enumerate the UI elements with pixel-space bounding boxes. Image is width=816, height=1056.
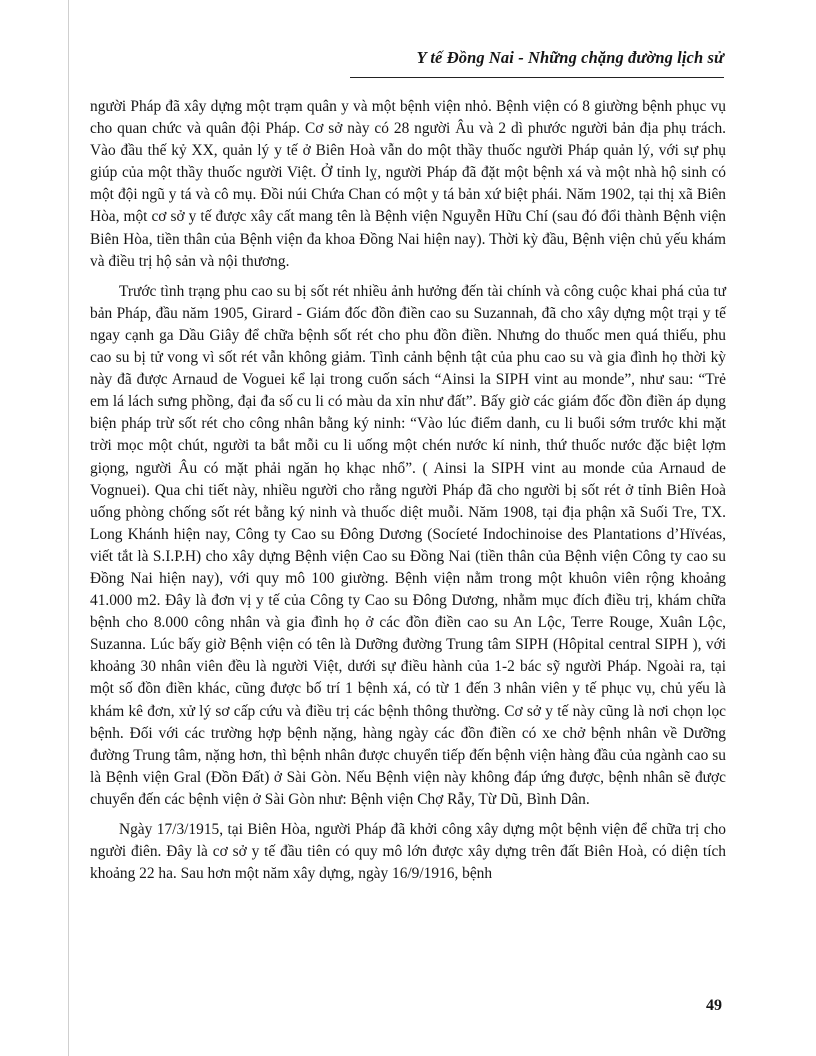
paragraph-continuation: người Pháp đã xây dựng một trạm quân y và một bệnh viện nhỏ. Bệnh viện có 8 giường bệnh phục vụ cho quan chức và quân đội Pháp. Cơ sở này có 28 người Âu và 2 dì phước người bản địa phụ trách. Vào đầu thế kỷ XX, quản lý y tế ở Biên Hoà vẫn do một thầy thuốc người Pháp quản lý, với sự phụ giúp của một thầy thuốc người Việt. Ở tỉnh lỵ, người Pháp đã đặt một bệnh xá và một nhà hộ sinh có một đội ngũ y tá và cô mụ. Đồi núi Chứa Chan có một y tá bản xứ biệt phái. Năm 1902, tại thị xã Biên Hòa, một cơ sở y tế được xây cất mang tên là Bệnh viện Nguyễn Hữu Chí (sau đó đổi thành Bệnh viện Biên Hòa, tiền thân của Bệnh viện đa khoa Đồng Nai hiện nay). Thời kỳ đầu, Bệnh viện chủ yếu khám và điều trị hộ sản và nội thương. <box>90 98 726 270</box>
paragraph-rubber-plantation-health: Trước tình trạng phu cao su bị sốt rét nhiều ảnh hưởng đến tài chính và công cuộc khai phá của tư bản Pháp, đầu năm 1905, Girard - Giám đốc đồn điền cao su Suzannah, đã cho xây dựng một trại y tế ngay cạnh ga Dầu Giây để chữa bệnh sốt rét cho phu đồn điền. Nhưng do thuốc men quá thiếu, phu cao su bị tử vong vì sốt rét vẫn không giảm. Tình cảnh bệnh tật của phu cao su và gia đình họ thời kỳ này đã được Arnaud de Voguei kể lại trong cuốn sách “Ainsi la SIPH vint au monde”, như sau: “Trẻ em lá lách sưng phồng, đại đa số cu li có màu da xỉn như đất”. Bấy giờ các giám đốc đồn điền áp dụng biện pháp trừ sốt rét cho công nhân bằng ký ninh: “Vào lúc điểm danh, cu li buổi sớm trước khi mặt trời mọc một chút, người ta bắt mỗi cu li uống một chén nước kí ninh, thứ thuốc nước đặc biệt lợm giọng, người Âu có mặt phải ngăn họ khạc nhổ”. ( Ainsi la SIPH vint au monde của Arnaud de Vognuei). Qua chi tiết này, nhiều người cho rằng người Pháp đã cho người bị sốt rét ở tỉnh Biên Hoà uống phòng chống sốt rét bằng ký ninh và thuốc diệt muỗi. Năm 1908, tại địa phận xã Suối Tre, TX. Long Khánh hiện nay, Công ty Cao su Đông Dương (Socíeté Indochinoise des Plantations d’Hïvéas, viết tắt là S.I.P.H) cho xây dựng Bệnh viện Cao su Đồng Nai (tiền thân của Bệnh viện Công ty cao su Đồng Nai hiện nay), với quy mô 100 giường. Bệnh viện nằm trong một khuôn viên rộng khoảng 41.000 m2. Đây là đơn vị y tế của Công ty Cao su Đông Dương, nhằm mục đích điều trị, khám chữa bệnh cho 8.000 công nhân và gia đình họ ở các đồn điền cao su An Lộc, Terre Rouge, Xuân Lộc, Suzanna. Lúc bấy giờ Bệnh viện có tên là Dưỡng đường Trung tâm SIPH (Hôpital central SIPH ), với khoảng 30 nhân viên đều là người Việt, dưới sự điều hành của 1-2 bác sỹ người Pháp. Ngoài ra, tại một số đồn điền khác, cũng được bố trí 1 bệnh xá, có từ 1 đến 3 nhân viên y tế phục vụ, chủ yếu là khám kê đơn, xử lý sơ cấp cứu và điều trị các bệnh thông thường. Cơ sở y tế này cũng là nơi chọn lọc bệnh. Đối với các trường hợp bệnh nặng, hàng ngày các đồn điền có xe chở bệnh nhân về Dưỡng đường Trung tâm, nặng hơn, thì bệnh nhân được chuyển tiếp đến bệnh viện hàng đầu của ngành cao su là Bệnh viện Gral (Đồn Đất) ở Sài Gòn. Nếu Bệnh viện này không đáp ứng được, bệnh nhân sẽ được chuyển đến các bệnh viện ở Sài Gòn như: Bệnh viện Chợ Rẫy, Từ Dũ, Bình Dân. <box>90 282 726 808</box>
body-text <box>90 96 726 885</box>
page-left-edge <box>68 0 69 1056</box>
running-header-title: Y tế Đồng Nai - Những chặng đường lịch sử <box>416 48 724 67</box>
page-number: 49 <box>706 997 722 1014</box>
paragraph-psychiatric-hospital: Ngày 17/3/1915, tại Biên Hòa, người Pháp đã khởi công xây dựng một bệnh viện để chữa trị cho người điên. Đây là cơ sở y tế đầu tiên có quy mô lớn được xây dựng trên đất Biên Hoà, có diện tích khoảng 22 ha. Sau hơn một năm xây dựng, ngày 16/9/1916, bệnh <box>90 821 726 883</box>
header-rule <box>350 77 724 78</box>
